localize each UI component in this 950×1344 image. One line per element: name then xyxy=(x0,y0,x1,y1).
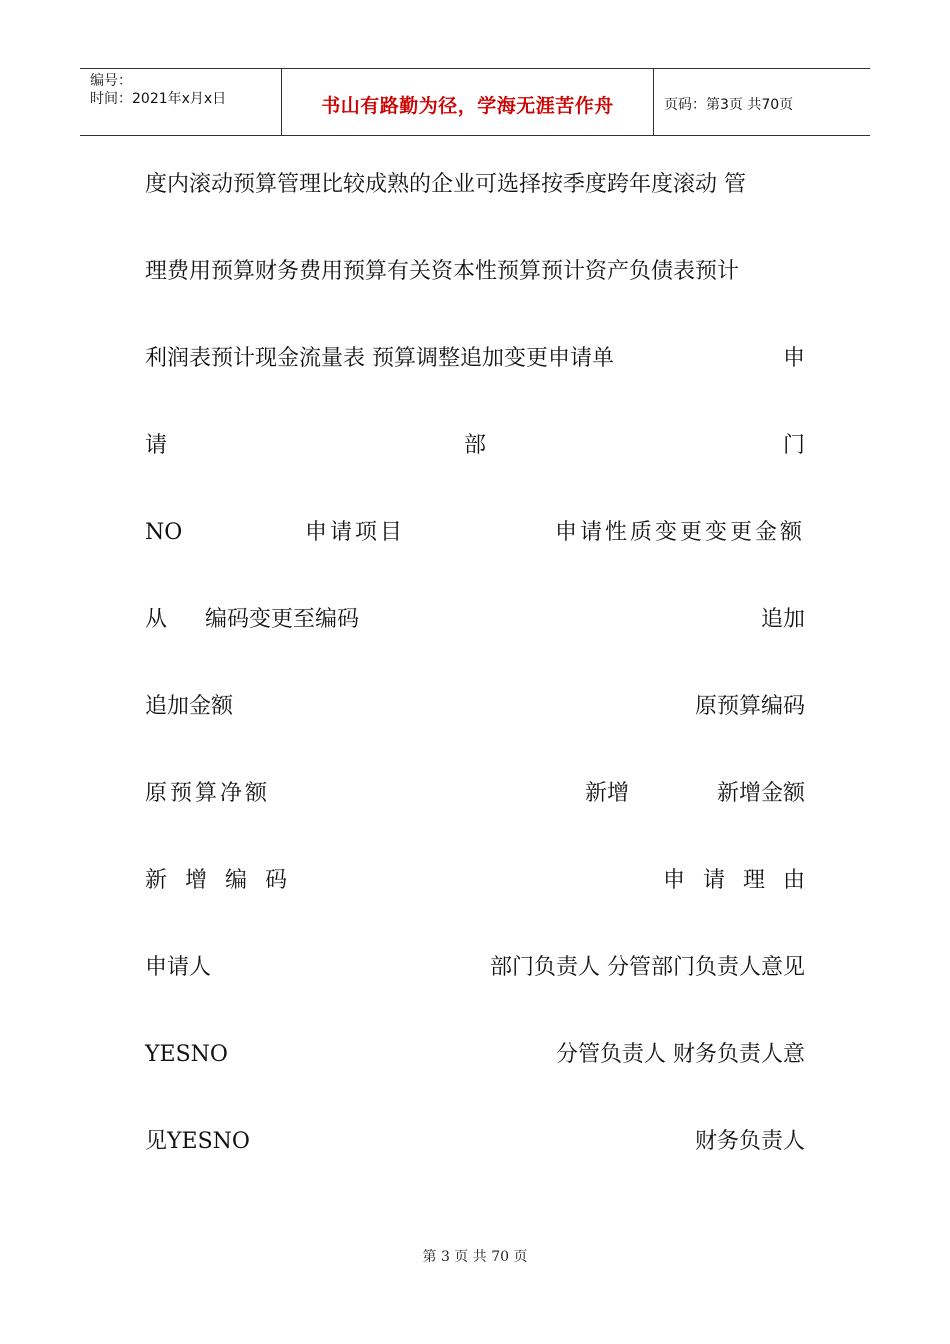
text-segment: 申请人 xyxy=(145,955,212,980)
header-meta-cell xyxy=(80,69,282,135)
text-segment: 新增 xyxy=(585,781,630,806)
text-segment: 申请理由 xyxy=(662,868,823,893)
text-segment: 申请项目 xyxy=(305,520,406,545)
document-number-label: 编号： xyxy=(90,73,132,89)
text-line-9 xyxy=(145,864,823,898)
text-line-12 xyxy=(145,1125,805,1159)
text-segment: 度内滚动预算管理比较成熟的企业可选择按季度跨年度滚动 管 xyxy=(145,172,746,197)
text-line-8 xyxy=(145,777,805,811)
text-segment: 追加 xyxy=(760,607,805,632)
text-segment: 财务负责人 xyxy=(694,1129,805,1154)
header-page-label: 页码：第3页 共70页 xyxy=(664,97,794,113)
text-segment: 新增金额 xyxy=(716,781,805,806)
page-footer xyxy=(0,1246,950,1266)
header-page-cell xyxy=(654,69,870,135)
text-segment: YESNO xyxy=(145,1042,228,1067)
header-motto: 书山有路勤为径，学海无涯苦作舟 xyxy=(321,94,614,117)
text-segment: 门 xyxy=(782,433,805,458)
text-segment: 申请性质变更变更金额 xyxy=(554,520,805,545)
text-segment: 新增编码 xyxy=(145,868,306,893)
text-line-10 xyxy=(145,951,805,985)
header-motto-cell xyxy=(282,69,654,135)
text-segment: 部门负责人 分管部门负责人意见 xyxy=(490,955,805,980)
text-segment: NO xyxy=(145,520,183,545)
text-line-4 xyxy=(145,429,805,463)
text-line-3 xyxy=(145,342,805,376)
text-segment: 原预算编码 xyxy=(694,694,805,719)
footer-page-number: 第 3 页 共 70 页 xyxy=(422,1249,528,1265)
text-line-11 xyxy=(145,1038,805,1072)
text-segment: 追加金额 xyxy=(145,694,234,719)
text-segment: 请 xyxy=(145,433,168,458)
text-segment: 见YESNO xyxy=(145,1129,250,1154)
text-segment: 利润表预计现金流量表 预算调整追加变更申请单 xyxy=(145,346,614,371)
text-segment: 从 xyxy=(145,607,168,632)
text-segment: 申 xyxy=(782,346,805,371)
text-segment: 原预算净额 xyxy=(145,781,271,806)
text-line-7 xyxy=(145,690,805,724)
text-segment: 理费用预算财务费用预算有关资本性预算预计资产负债表预计 xyxy=(145,259,740,284)
document-time-label: 时间：2021年x月x日 xyxy=(90,91,227,107)
page-header xyxy=(80,68,870,136)
text-line-5 xyxy=(145,516,805,550)
text-segment: 编码变更至编码 xyxy=(205,607,360,632)
text-segment: 部 xyxy=(463,433,486,458)
text-segment: 分管负责人 财务负责人意 xyxy=(556,1042,805,1067)
text-line-6 xyxy=(145,603,805,637)
text-line-1 xyxy=(145,168,805,202)
text-line-2 xyxy=(145,255,805,289)
